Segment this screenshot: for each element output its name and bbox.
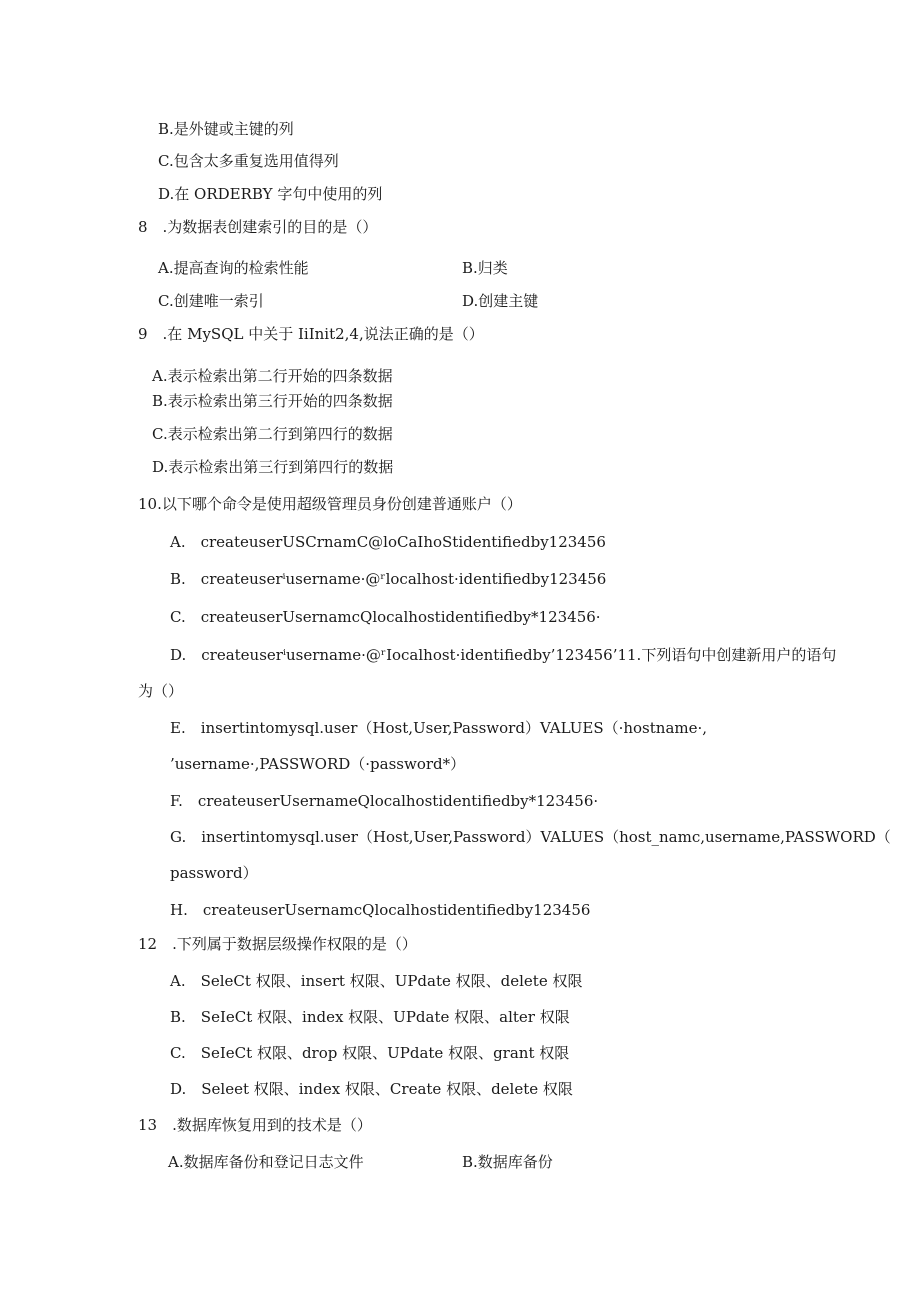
option-11g-line1: G. insertintomysql.user（Host,User,Password）VALUES（host_namc,username,PASSWORD（ [170,828,891,846]
option-12a: A. SeleCt 权限、insert 权限、UPdate 权限、delete 权限 [170,972,583,990]
option-9c: C.表示检索出第二行到第四行的数据 [152,425,393,443]
option-9a: A.表示检索出第二行开始的四条数据 [152,367,393,385]
option-11f: F. createuserUsernameQlocalhostidentifiedby*123456· [170,792,599,810]
option-11h: H. createuserUsernamcQlocalhostidentifiedby123456 [170,901,591,919]
option-12c: C. SeIeCt 权限、drop 权限、UPdate 权限、grant 权限 [170,1044,570,1062]
option-10c: C. createuserUsernamcQlocalhostidentifiedby*123456· [170,608,601,626]
option-11g-line2: password） [170,864,258,882]
option-10b: B. createuserⁱusername·@ʳlocalhost·identifiedby123456 [170,570,607,588]
option-8c: C.创建唯一索引 [158,292,264,310]
question-13: 13 .数据库恢复用到的技术是（） [138,1116,372,1134]
option-7c: C.包含太多重复选用值得列 [158,152,339,170]
question-8: 8 .为数据表创建索引的目的是（） [138,218,378,236]
option-13b: B.数据库备份 [462,1153,553,1171]
option-10d: D. createuserⁱusername·@ʳIocalhost·identifiedby’123456’11.下列语句中创建新用户的语句 [170,646,837,664]
option-10a: A. createuserUSCrnamC@loCaIhoStidentifiedby123456 [170,533,606,551]
question-9: 9 .在 MySQL 中关于 IiInit2,4,说法正确的是（） [138,325,484,343]
question-11-continued: 为（） [138,682,184,700]
option-7d: D.在 ORDERBY 字句中使用的列 [158,185,383,203]
option-7b: B.是外键或主键的列 [158,120,294,138]
option-12d: D. Seleet 权限、index 权限、Create 权限、delete 权限 [170,1080,573,1098]
option-8d: D.创建主键 [462,292,539,310]
option-9d: D.表示检索出第三行到第四行的数据 [152,458,394,476]
option-9b: B.表示检索出第三行开始的四条数据 [152,392,393,410]
option-8a: A.提高查询的检索性能 [158,259,309,277]
option-12b: B. SeIeCt 权限、index 权限、UPdate 权限、alter 权限 [170,1008,570,1026]
option-13a: A.数据库备份和登记日志文件 [168,1153,364,1171]
question-10: 10.以下哪个命令是使用超级管理员身份创建普通账户（） [138,495,522,513]
option-11e-line2: ’username·,PASSWORD（·password*） [170,755,466,773]
question-12: 12 .下列属于数据层级操作权限的是（） [138,935,417,953]
option-8b: B.归类 [462,259,508,277]
option-11e-line1: E. insertintomysql.user（Host,User,Password）VALUES（·hostname·, [170,719,708,737]
